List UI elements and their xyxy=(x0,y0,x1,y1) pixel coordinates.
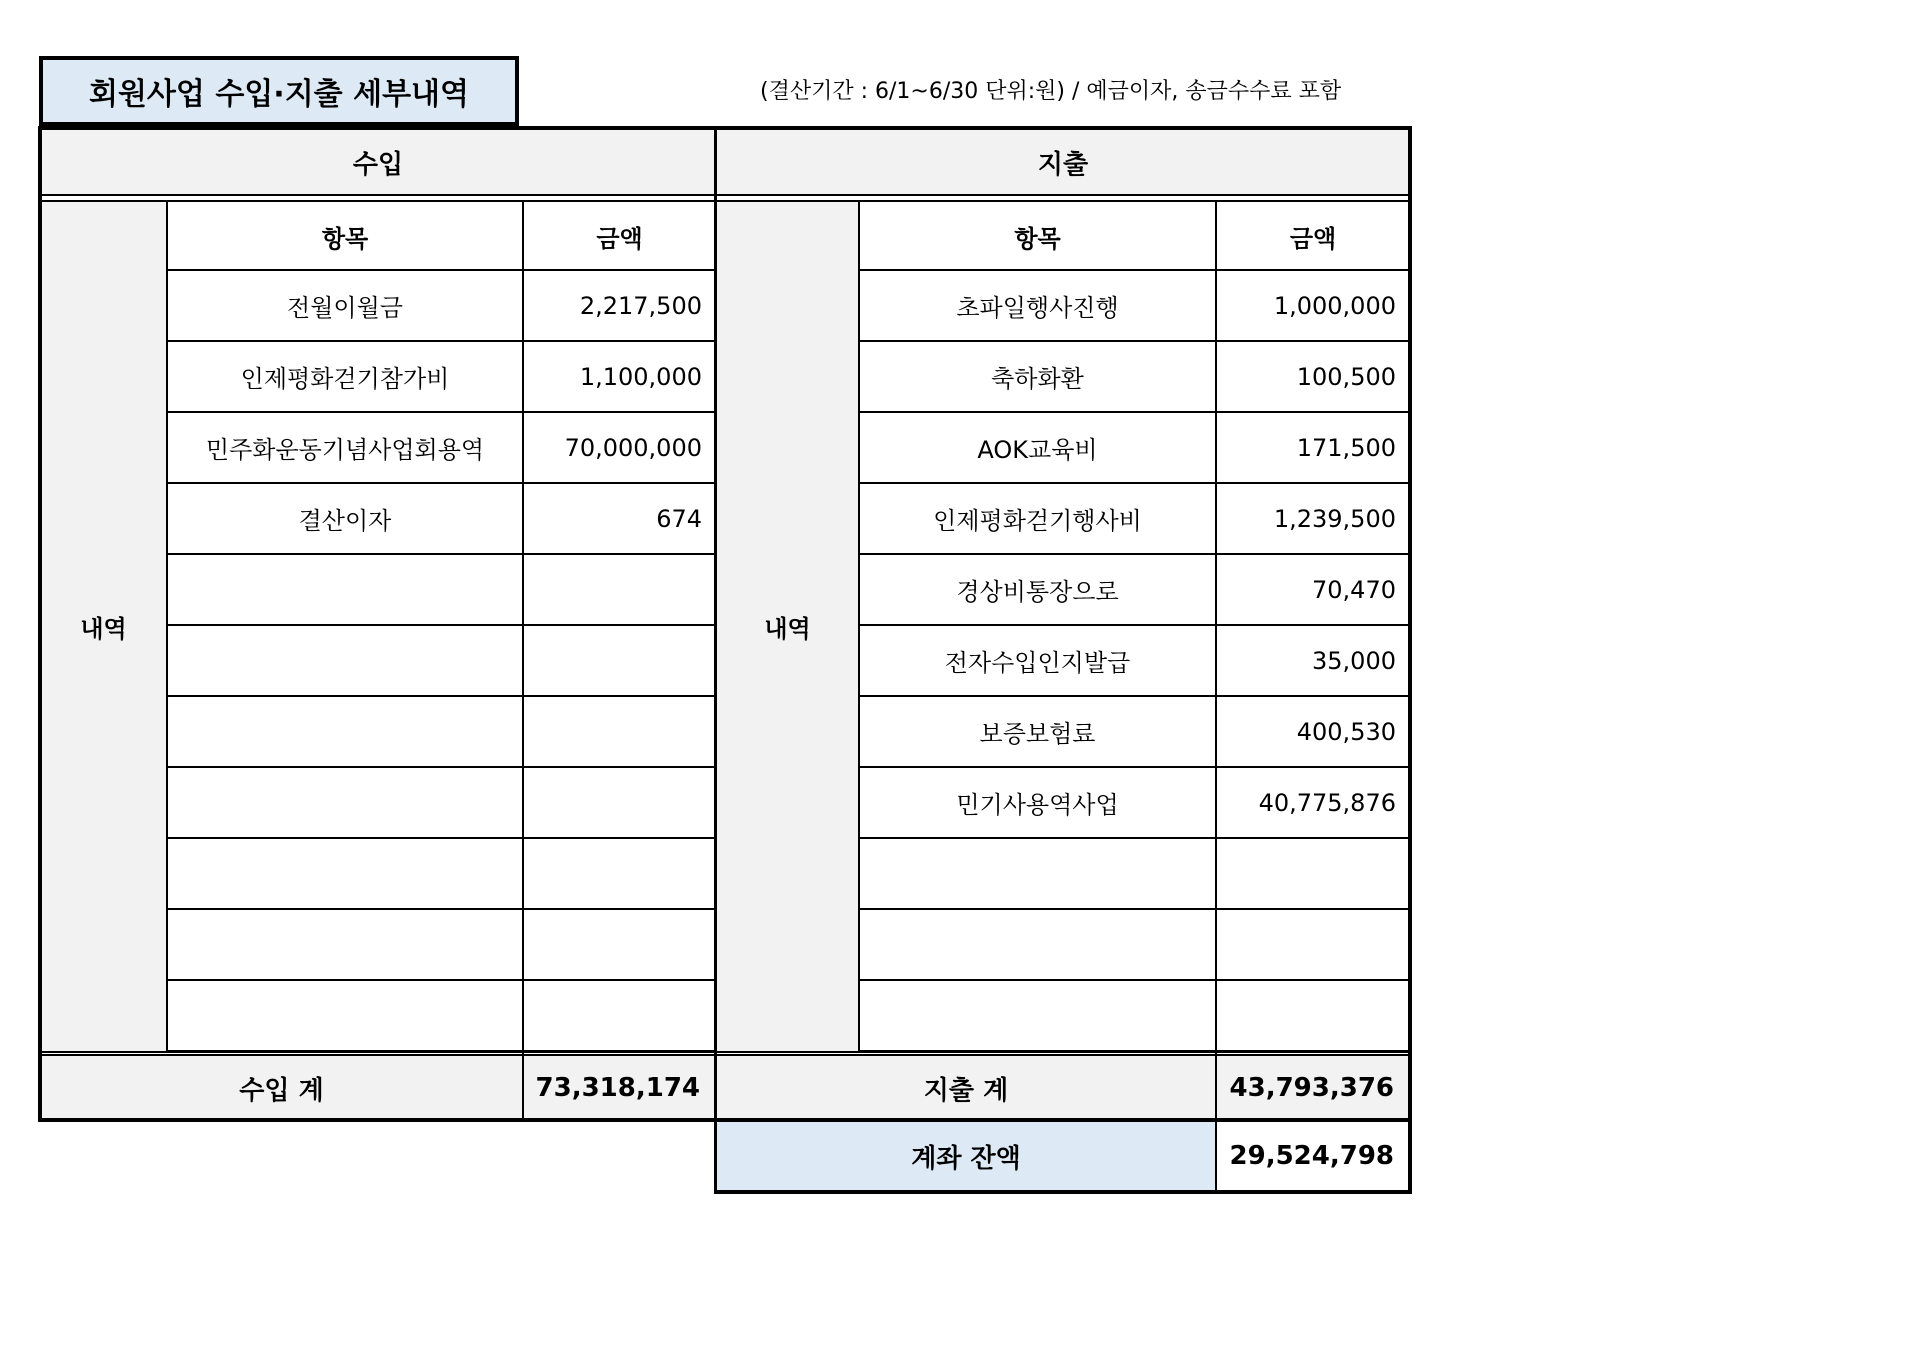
income-item-cell xyxy=(167,980,523,1051)
income-item-cell: 민주화운동기념사업회용역 xyxy=(205,436,485,464)
expense-item-cell: 전자수입인지발급 xyxy=(944,649,1131,677)
grid-line xyxy=(714,128,717,1192)
income-amount-cell: 674 xyxy=(656,504,702,533)
grid-line xyxy=(167,482,716,484)
income-item-cell xyxy=(167,554,523,625)
expense-item-cell: 경상비통장으로 xyxy=(956,578,1119,606)
income-item-cell xyxy=(167,767,523,838)
expense-item-cell: 축하화환 xyxy=(991,365,1084,393)
grid-line xyxy=(167,766,716,768)
expense-amount-cell xyxy=(1216,838,1410,909)
expense-amount-cell xyxy=(1216,909,1410,980)
grid-line xyxy=(167,553,716,555)
income-item-cell xyxy=(167,838,523,909)
expense-amount-cell: 100,500 xyxy=(1296,362,1396,391)
income-side-label: 내역 xyxy=(40,202,167,1051)
grid-line xyxy=(167,624,716,626)
income-item-cell: 인제평화걷기참가비 xyxy=(240,365,450,393)
grid-line xyxy=(40,1054,1410,1056)
income-total-label: 수입 계 xyxy=(40,1056,523,1120)
grid-line xyxy=(167,340,716,342)
expense-col-amount: 금액 xyxy=(1216,202,1410,270)
expense-total-label: 지출 계 xyxy=(716,1056,1216,1120)
expense-amount-cell: 70,470 xyxy=(1312,575,1396,604)
expense-item-cell xyxy=(859,838,1216,909)
expense-item-cell: 초파일행사진행 xyxy=(956,294,1119,322)
grid-line xyxy=(167,695,716,697)
expense-header: 지출 xyxy=(716,128,1410,196)
income-item-cell: 결산이자 xyxy=(298,507,392,535)
grid-line xyxy=(714,1190,1412,1194)
grid-line xyxy=(38,126,42,1122)
expense-amount-cell: 1,239,500 xyxy=(1273,504,1396,533)
expense-item-cell: 인제평화걷기행사비 xyxy=(933,507,1142,535)
income-amount-cell xyxy=(523,909,716,980)
income-amount-cell xyxy=(523,554,716,625)
income-amount-cell: 1,100,000 xyxy=(579,362,702,391)
grid-line xyxy=(859,979,1410,981)
income-amount-cell xyxy=(523,838,716,909)
expense-amount-cell: 400,530 xyxy=(1296,717,1396,746)
grid-line xyxy=(859,624,1410,626)
grid-line xyxy=(858,202,860,1051)
expense-amount-cell xyxy=(1216,980,1410,1051)
income-item-cell xyxy=(167,625,523,696)
settlement-note: (결산기간 : 6/1~6/30 단위:원) / 예금이자, 송금수수료 포함 xyxy=(760,79,1342,104)
income-item-cell xyxy=(167,909,523,980)
page-title: 회원사업 수입·지출 세부내역 xyxy=(39,56,519,126)
grid-line xyxy=(38,126,1412,130)
income-amount-cell xyxy=(523,696,716,767)
income-total-value: 73,318,174 xyxy=(523,1056,716,1120)
grid-line xyxy=(1408,126,1412,1194)
grid-line xyxy=(166,202,168,1051)
income-amount-cell xyxy=(523,767,716,838)
income-item-cell xyxy=(167,696,523,767)
grid-line xyxy=(859,482,1410,484)
grid-line xyxy=(859,553,1410,555)
income-item-cell: 전월이월금 xyxy=(287,294,403,322)
grid-line xyxy=(859,411,1410,413)
grid-line xyxy=(38,1118,718,1122)
balance-value: 29,524,798 xyxy=(1216,1120,1410,1192)
expense-item-cell xyxy=(859,980,1216,1051)
income-amount-cell: 70,000,000 xyxy=(564,433,702,462)
grid-line xyxy=(859,908,1410,910)
income-col-amount: 금액 xyxy=(523,202,716,270)
expense-amount-cell: 40,775,876 xyxy=(1258,788,1396,817)
income-amount-cell xyxy=(523,980,716,1051)
expense-total-value: 43,793,376 xyxy=(1216,1056,1410,1120)
expense-col-item: 항목 xyxy=(859,202,1216,270)
grid-line xyxy=(859,1050,1410,1052)
income-amount-cell xyxy=(523,625,716,696)
expense-item-cell: AOK교육비 xyxy=(977,436,1098,464)
expense-item-cell: 보증보험료 xyxy=(979,720,1096,748)
grid-line xyxy=(167,908,716,910)
grid-line xyxy=(859,340,1410,342)
grid-line xyxy=(167,837,716,839)
grid-line xyxy=(859,837,1410,839)
grid-line xyxy=(167,979,716,981)
grid-line xyxy=(167,1050,716,1052)
expense-amount-cell: 35,000 xyxy=(1312,646,1396,675)
expense-item-cell: 민기사용역사업 xyxy=(956,791,1119,819)
grid-line xyxy=(40,200,1410,202)
expense-side-label: 내역 xyxy=(716,202,859,1051)
grid-line xyxy=(859,269,1410,271)
grid-line xyxy=(40,194,1410,196)
grid-line xyxy=(716,1118,1410,1122)
income-col-item: 항목 xyxy=(167,202,523,270)
grid-line xyxy=(167,411,716,413)
grid-line xyxy=(859,695,1410,697)
grid-line xyxy=(1215,202,1217,1192)
grid-line xyxy=(859,766,1410,768)
expense-amount-cell: 171,500 xyxy=(1296,433,1396,462)
expense-amount-cell: 1,000,000 xyxy=(1273,291,1396,320)
expense-item-cell xyxy=(859,909,1216,980)
grid-line xyxy=(167,269,716,271)
balance-label: 계좌 잔액 xyxy=(716,1120,1216,1192)
income-header: 수입 xyxy=(40,128,716,196)
income-amount-cell: 2,217,500 xyxy=(579,291,702,320)
